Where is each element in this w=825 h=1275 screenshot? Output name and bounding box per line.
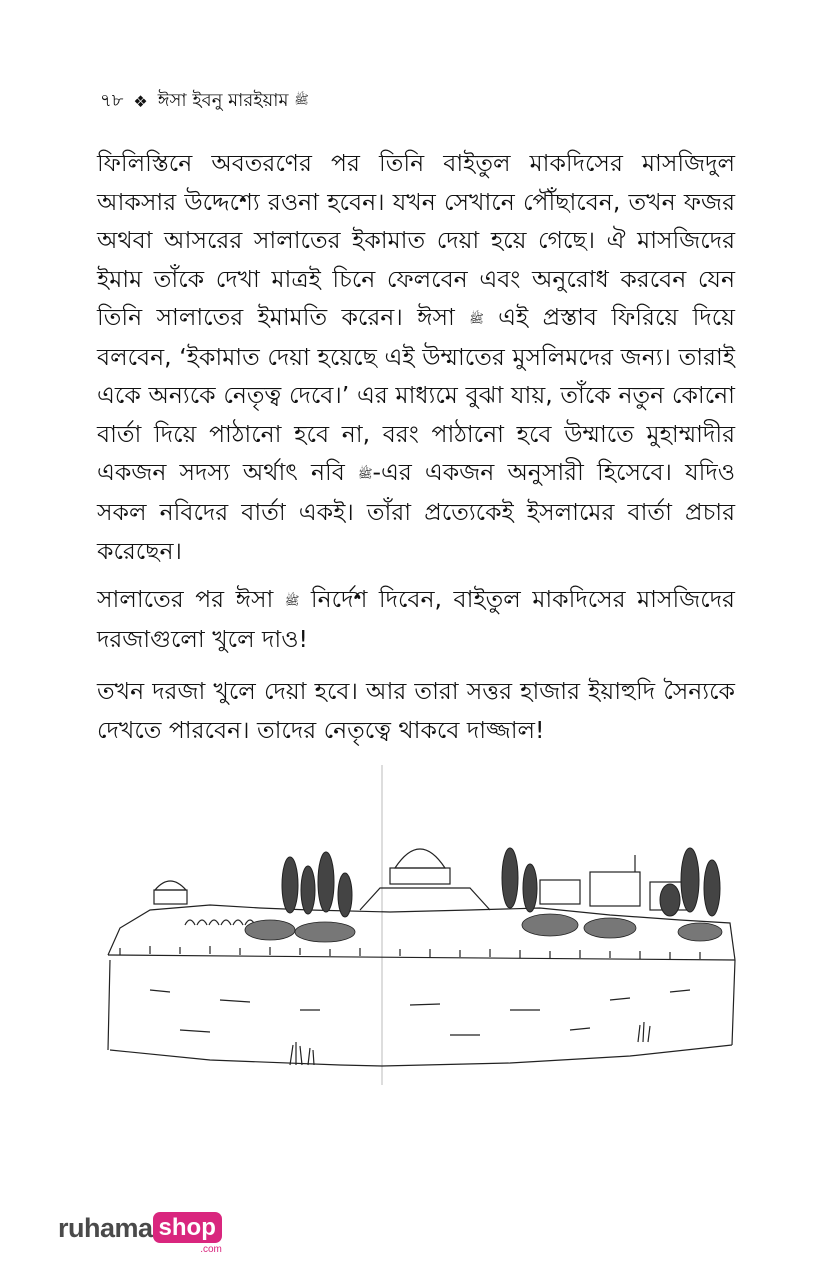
paragraph-3 [97, 672, 735, 749]
logo-shop-box [153, 1212, 222, 1255]
running-title-text: ঈসা ইবনু মারইয়াম [157, 90, 289, 111]
paragraph-1-part-2: এই প্রস্তাব ফিরিয়ে দিয়ে বলবেন, ‘ইকামাত দেয়া হয়েছে এই উম্মাতের মুসলিমদের জন্য। তারাই একে অন্যকে নেতৃত্ব দেবে।’ এর মাধ্যমে বুঝা যায়, তাঁকে নতুন কোনো বার্তা দিয়ে পাঠানো হবে না, বরং পাঠানো হবে উম্মাতে মুহাম্মাদীর একজন সদস্য অর্থাৎ নবি [97, 303, 735, 487]
ornament-diamond-icon: ❖ [133, 92, 148, 111]
honorific-glyph: ﷺ [469, 311, 484, 326]
paragraph-1-part-3: -এর একজন অনুসারী হিসেবে। যদিও সকল নবিদের বার্তা একই। তাঁরা প্রত্যেকেই ইসলামের বার্তা প্রচার করেছেন। [97, 458, 735, 565]
ruhamashop-logo [58, 1212, 222, 1255]
paragraph-2-part-2: নির্দেশ দিবেন, বাইতুল মাকদিসের মাসজিদের দরজাগুলো খুলে দাও! [97, 585, 735, 653]
honorific-glyph: ﷺ [357, 466, 373, 481]
jerusalem-wall-sketch [90, 760, 740, 1090]
running-header [100, 86, 309, 117]
paragraph-2 [97, 580, 735, 658]
paragraph-2-part-1: সালাতের পর ঈসা [97, 585, 274, 613]
running-title [158, 86, 309, 117]
paragraph-1-part-1: ফিলিস্তিনে অবতরণের পর তিনি বাইতুল মাকদিসের মাসজিদুল আকসার উদ্দেশ্যে রওনা হবেন। যখন সেখানে পৌঁছাবেন, তখন ফজর অথবা আসরের সালাতের ইকামাত দেয়া হয়ে গেছে। ঐ মাসজিদের ইমাম তাঁকে দেখা মাত্রই চিনে ফেলবেন এবং অনুরোধ করবেন যেন তিনি সালাতের ইমামতি করেন। ঈসা [97, 149, 735, 331]
logo-domain: .com [200, 1244, 222, 1255]
paragraph-1 [97, 144, 735, 570]
honorific-glyph: ﷺ [284, 593, 300, 608]
page-number: ৭৮ [100, 90, 124, 111]
paragraph-3-text: তখন দরজা খুলে দেয়া হবে। আর তারা সত্তর হাজার ইয়াহুদি সৈন্যকে দেখতে পারবেন। তাদের নেতৃত্বে থাকবে দাজ্জাল! [97, 677, 735, 744]
logo-shop: shop [153, 1212, 222, 1243]
logo-ruhama: ruhama [58, 1213, 153, 1243]
honorific-glyph: ﷺ [294, 92, 309, 107]
